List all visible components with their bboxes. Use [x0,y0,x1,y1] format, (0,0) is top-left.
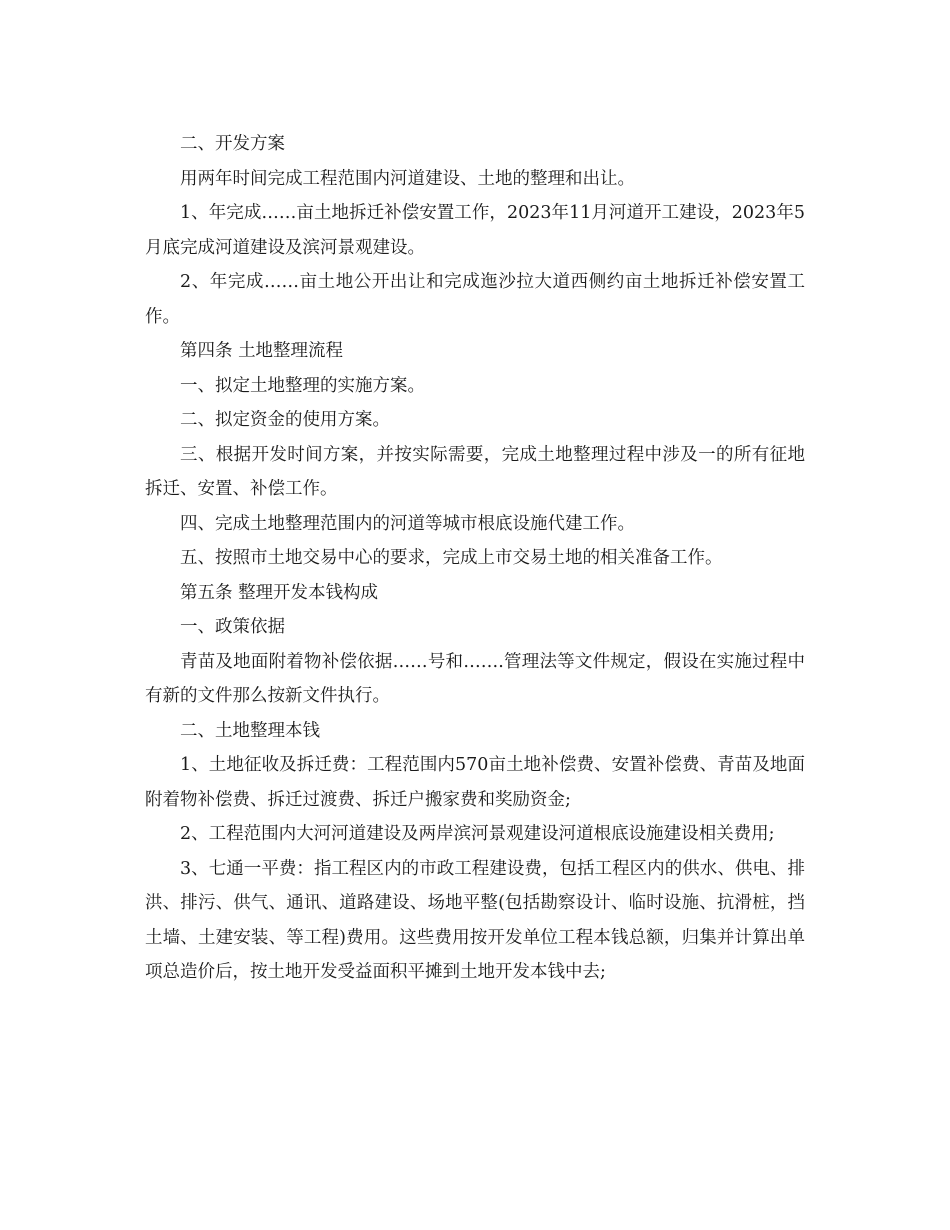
paragraph: 四、完成土地整理范围内的河道等城市根底设施代建工作。 [180,513,635,534]
paragraph: 用两年时间完成工程范围内河道建设、土地的整理和出让。 [180,168,635,189]
paragraph: 五、按照市土地交易中心的要求，完成上市交易土地的相关准备工作。 [180,548,723,568]
section-heading-policy-basis: 一、政策依据 [180,617,285,637]
paragraph: 2、工程范围内大河河道建设及两岸滨河景观建设河道根底设施建设相关费用; [180,824,775,844]
paragraph: 3、七通一平费：指工程区内的市政工程建设费，包括工程区内的供水、供电、排洪、排污、供气、通讯、道路建设、场地平整(包括勘察设计、临时设施、抗滑桩，挡土墙、土建安装、等工程)费用。这些费用按开发单位工程本钱总额，归集并计算出单项总造价后，按土地开发受益面积平摊到土地开发本钱中去; [145,858,805,982]
paragraph: 二、拟定资金的使用方案。 [180,410,390,430]
paragraph: 1、年完成……亩土地拆迁补偿安置工作，2023年11月河道开工建设，2023年5月底完成河道建设及滨河景观建设。 [145,203,805,258]
paragraph: 三、根据开发时间方案，并按实际需要，完成土地整理过程中涉及一的所有征地拆迁、安置、补偿工作。 [145,444,805,499]
paragraph: 2、年完成……亩土地公开出让和完成迤沙拉大道西侧约亩土地拆迁补偿安置工作。 [145,272,805,327]
section-heading-land-consolidation-cost: 二、土地整理本钱 [180,720,320,741]
article-heading-land-consolidation-process: 第四条 土地整理流程 [180,341,344,361]
document-body [145,127,805,990]
section-heading-development-plan: 二、开发方案 [180,134,285,154]
paragraph: 1、土地征收及拆迁费：工程范围内570亩土地补偿费、安置补偿费、青苗及地面附着物补偿费、拆迁过渡费、拆迁户搬家费和奖励资金; [145,755,805,810]
paragraph: 青苗及地面附着物补偿依据……号和…….管理法等文件规定，假设在实施过程中有新的文件那么按新文件执行。 [145,651,805,706]
article-heading-cost-composition: 第五条 整理开发本钱构成 [180,582,379,603]
paragraph: 一、拟定土地整理的实施方案。 [180,375,425,396]
